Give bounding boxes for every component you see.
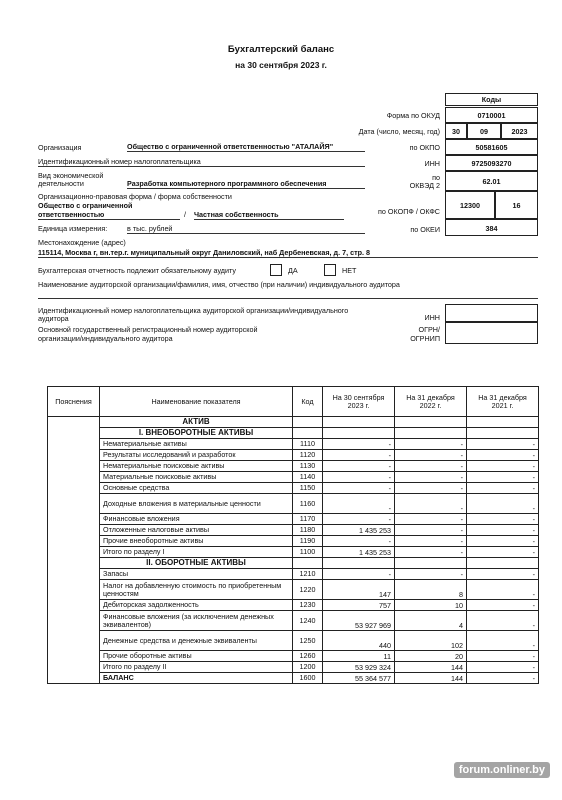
header-col2 (395, 387, 467, 417)
row-value-2022: 20 (395, 651, 467, 662)
row-value-2022: - (395, 525, 467, 536)
row-value-2021: - (467, 483, 539, 494)
row-code: 1600 (293, 673, 323, 684)
row-code: 1170 (293, 514, 323, 525)
empty-cell (293, 558, 323, 569)
row-value-2021: - (467, 600, 539, 611)
auditor-name-label: Наименование аудиторской организации/фамилия, имя, отчество (при наличии) индивидуального аудитора (38, 280, 400, 289)
inn-short-label: ИНН (424, 159, 440, 168)
header-notes: Пояснения (48, 387, 100, 417)
row-value-2021: - (467, 673, 539, 684)
activity-label-1: Вид экономической (38, 171, 104, 180)
row-value-2021: - (467, 651, 539, 662)
row-value-2022: - (395, 514, 467, 525)
empty-cell (467, 417, 539, 428)
header-col3-line2: 2021 г. (491, 400, 514, 410)
okopf-label: по ОКОПФ / ОКФС (378, 207, 440, 216)
row-value-2022: 144 (395, 662, 467, 673)
row-name: Финансовые вложения (за исключением денежных эквивалентов) (100, 611, 293, 631)
section1-heading: I. ВНЕОБОРОТНЫЕ АКТИВЫ (100, 428, 293, 439)
row-value-2023: 1 435 253 (323, 547, 395, 558)
date-day: 30 (445, 123, 467, 139)
table-row (48, 439, 539, 450)
empty-cell (323, 417, 395, 428)
codes-header: Коды (445, 93, 538, 106)
table-row (48, 631, 539, 651)
row-value-2021: - (467, 547, 539, 558)
row-name: Прочие внеоборотные активы (100, 536, 293, 547)
auditor-name-line (38, 298, 538, 299)
notes-cell (48, 417, 100, 684)
table-row (48, 472, 539, 483)
activity-value: Разработка компьютерного программного обеспечения (127, 179, 365, 189)
okpo-code: 50581605 (445, 139, 538, 155)
row-value-2022: 4 (395, 611, 467, 631)
unit-label: Единица измерения: (38, 224, 108, 233)
okpo-label: по ОКПО (409, 143, 440, 152)
row-value-2023: - (323, 536, 395, 547)
row-name: Итого по разделу II (100, 662, 293, 673)
header-col3-line1: На 31 декабря (478, 392, 527, 402)
table-header-row (48, 387, 539, 417)
row-value-2022: - (395, 472, 467, 483)
row-value-2021: - (467, 631, 539, 651)
row-value-2021: - (467, 472, 539, 483)
row-code: 1200 (293, 662, 323, 673)
okei-label: по ОКЕИ (410, 225, 440, 234)
row-value-2023: 11 (323, 651, 395, 662)
unit-value: в тыс. рублей (127, 224, 365, 234)
row-value-2023: 147 (323, 580, 395, 600)
row-name: Налог на добавленную стоимость по приобретенным ценностям (100, 580, 293, 600)
table-row (48, 580, 539, 600)
empty-cell (395, 428, 467, 439)
row-code: 1260 (293, 651, 323, 662)
empty-cell (467, 558, 539, 569)
watermark: forum.onliner.by (454, 762, 550, 778)
okud-code: 0710001 (445, 107, 538, 123)
row-name: Основные средства (100, 483, 293, 494)
empty-cell (395, 417, 467, 428)
date-month: 09 (467, 123, 501, 139)
okud-label: Форма по ОКУД (386, 111, 440, 120)
row-value-2023: - (323, 514, 395, 525)
table-row (48, 651, 539, 662)
row-value-2021: - (467, 525, 539, 536)
legal-form-label: Организационно-правовая форма / форма собственности (38, 192, 232, 201)
section1-row (48, 428, 539, 439)
ogrn-label-2: организации/индивидуального аудитора (38, 334, 173, 343)
row-name: Нематериальные поисковые активы (100, 461, 293, 472)
empty-cell (323, 428, 395, 439)
report-date-line: на 30 сентября 2023 г. (235, 60, 327, 70)
row-value-2023: 1 435 253 (323, 525, 395, 536)
row-value-2022: 10 (395, 600, 467, 611)
row-value-2023: 55 364 577 (323, 673, 395, 684)
audit-yes-label: ДА (288, 266, 298, 275)
row-value-2022: - (395, 461, 467, 472)
address-value: 115114, Москва г, вн.тер.г. муниципальный округ Даниловский, наб Дербеневская, д. 7, стр. 8 (38, 248, 538, 258)
org-name: Общество с ограниченной ответственностью "АТАЛАЙЯ" (127, 142, 365, 152)
legal-form-value-2: ответственностью (38, 210, 180, 220)
row-value-2022: 8 (395, 580, 467, 600)
row-value-2022: - (395, 569, 467, 580)
row-value-2022: - (395, 483, 467, 494)
table-row (48, 673, 539, 684)
row-name: Прочие оборотные активы (100, 651, 293, 662)
row-code: 1130 (293, 461, 323, 472)
audit-yes-checkbox[interactable] (270, 264, 282, 276)
ownership-value: Частная собственность (194, 210, 344, 220)
table-row (48, 611, 539, 631)
empty-cell (395, 558, 467, 569)
row-value-2021: - (467, 439, 539, 450)
okved-code: 62.01 (445, 171, 538, 191)
legal-form-value-1: Общество с ограниченной (38, 201, 133, 210)
address-label: Местонахождение (адрес) (38, 238, 126, 247)
activity-label-2: деятельности (38, 179, 84, 188)
audit-question: Бухгалтерская отчетность подлежит обязательному аудиту (38, 266, 236, 275)
row-code: 1220 (293, 580, 323, 600)
auditor-inn-label-2: аудитора (38, 314, 69, 323)
row-value-2022: - (395, 450, 467, 461)
table-row (48, 494, 539, 514)
empty-cell (293, 428, 323, 439)
row-value-2021: - (467, 611, 539, 631)
row-name: Финансовые вложения (100, 514, 293, 525)
aktiv-heading: АКТИВ (100, 417, 293, 428)
header-col2-line2: 2022 г. (419, 400, 442, 410)
row-value-2021: - (467, 494, 539, 514)
empty-cell (323, 558, 395, 569)
okved-label-2: ОКВЭД 2 (409, 181, 440, 190)
row-value-2022: 102 (395, 631, 467, 651)
audit-no-label: НЕТ (342, 266, 357, 275)
header-code: Код (293, 387, 323, 417)
row-value-2023: - (323, 461, 395, 472)
audit-no-checkbox[interactable] (324, 264, 336, 276)
row-value-2023: - (323, 450, 395, 461)
table-row (48, 483, 539, 494)
okopf-code: 12300 (445, 191, 495, 219)
ogrn-short-2: ОГРНИП (410, 334, 440, 343)
header-col2-line1: На 31 декабря (406, 392, 455, 402)
auditor-inn-label-1: Идентификационный номер налогоплательщика аудиторской организации/индивидуального (38, 306, 349, 315)
row-value-2021: - (467, 461, 539, 472)
header-name: Наименование показателя (100, 387, 293, 417)
row-code: 1180 (293, 525, 323, 536)
row-value-2021: - (467, 450, 539, 461)
row-value-2023: - (323, 472, 395, 483)
table-row (48, 569, 539, 580)
row-name: Результаты исследований и разработок (100, 450, 293, 461)
row-value-2023: 757 (323, 600, 395, 611)
row-code: 1240 (293, 611, 323, 631)
auditor-inn-box (445, 304, 538, 322)
okved-label-1: по (432, 173, 440, 182)
ogrn-box (445, 322, 538, 344)
row-code: 1140 (293, 472, 323, 483)
row-value-2021: - (467, 580, 539, 600)
row-value-2023: - (323, 569, 395, 580)
row-name: Денежные средства и денежные эквиваленты (100, 631, 293, 651)
row-code: 1100 (293, 547, 323, 558)
table-row (48, 461, 539, 472)
row-code: 1190 (293, 536, 323, 547)
row-value-2023: 440 (323, 631, 395, 651)
row-name: Отложенные налоговые активы (100, 525, 293, 536)
row-code: 1120 (293, 450, 323, 461)
header-col1 (323, 387, 395, 417)
row-name: Запасы (100, 569, 293, 580)
org-label: Организация (38, 143, 82, 152)
row-value-2022: - (395, 494, 467, 514)
row-code: 1210 (293, 569, 323, 580)
table-row (48, 547, 539, 558)
aktiv-row (48, 417, 539, 428)
table-row (48, 514, 539, 525)
date-label: Дата (число, месяц, год) (358, 127, 440, 136)
inn-code: 9725093270 (445, 155, 538, 171)
date-year: 2023 (501, 123, 538, 139)
row-name: Итого по разделу I (100, 547, 293, 558)
row-name: Дебиторская задолженность (100, 600, 293, 611)
row-value-2021: - (467, 569, 539, 580)
table-row (48, 450, 539, 461)
row-value-2023: 53 927 969 (323, 611, 395, 631)
empty-cell (293, 417, 323, 428)
auditor-inn-short: ИНН (424, 313, 440, 322)
table-row (48, 536, 539, 547)
row-name: БАЛАНС (100, 673, 293, 684)
row-code: 1250 (293, 631, 323, 651)
ogrn-label-1: Основной государственный регистрационный номер аудиторской (38, 325, 258, 334)
page-title: Бухгалтерский баланс (227, 44, 335, 55)
section2-row (48, 558, 539, 569)
row-code: 1160 (293, 494, 323, 514)
row-code: 1150 (293, 483, 323, 494)
row-name: Материальные поисковые активы (100, 472, 293, 483)
row-value-2022: - (395, 547, 467, 558)
row-value-2021: - (467, 662, 539, 673)
row-value-2023: - (323, 483, 395, 494)
header-col3 (467, 387, 539, 417)
row-code: 1230 (293, 600, 323, 611)
row-value-2023: 53 929 324 (323, 662, 395, 673)
header-col1-line1: На 30 сентября (332, 392, 385, 402)
row-value-2022: - (395, 439, 467, 450)
row-value-2023: - (323, 494, 395, 514)
table-row (48, 525, 539, 536)
table-row (48, 600, 539, 611)
okei-code: 384 (445, 219, 538, 236)
legal-form-separator: / (184, 210, 186, 219)
table-row (48, 662, 539, 673)
empty-cell (467, 428, 539, 439)
row-value-2023: - (323, 439, 395, 450)
header-col1-line2: 2023 г. (347, 400, 370, 410)
ogrn-short-1: ОГРН/ (418, 325, 440, 334)
row-value-2022: 144 (395, 673, 467, 684)
inn-full-label: Идентификационный номер налогоплательщика (38, 157, 365, 167)
row-value-2021: - (467, 514, 539, 525)
row-name: Доходные вложения в материальные ценности (100, 494, 293, 514)
balance-table (47, 386, 539, 684)
section2-heading: II. ОБОРОТНЫЕ АКТИВЫ (100, 558, 293, 569)
row-value-2021: - (467, 536, 539, 547)
row-name: Нематериальные активы (100, 439, 293, 450)
row-code: 1110 (293, 439, 323, 450)
okfs-code: 16 (495, 191, 538, 219)
row-value-2022: - (395, 536, 467, 547)
